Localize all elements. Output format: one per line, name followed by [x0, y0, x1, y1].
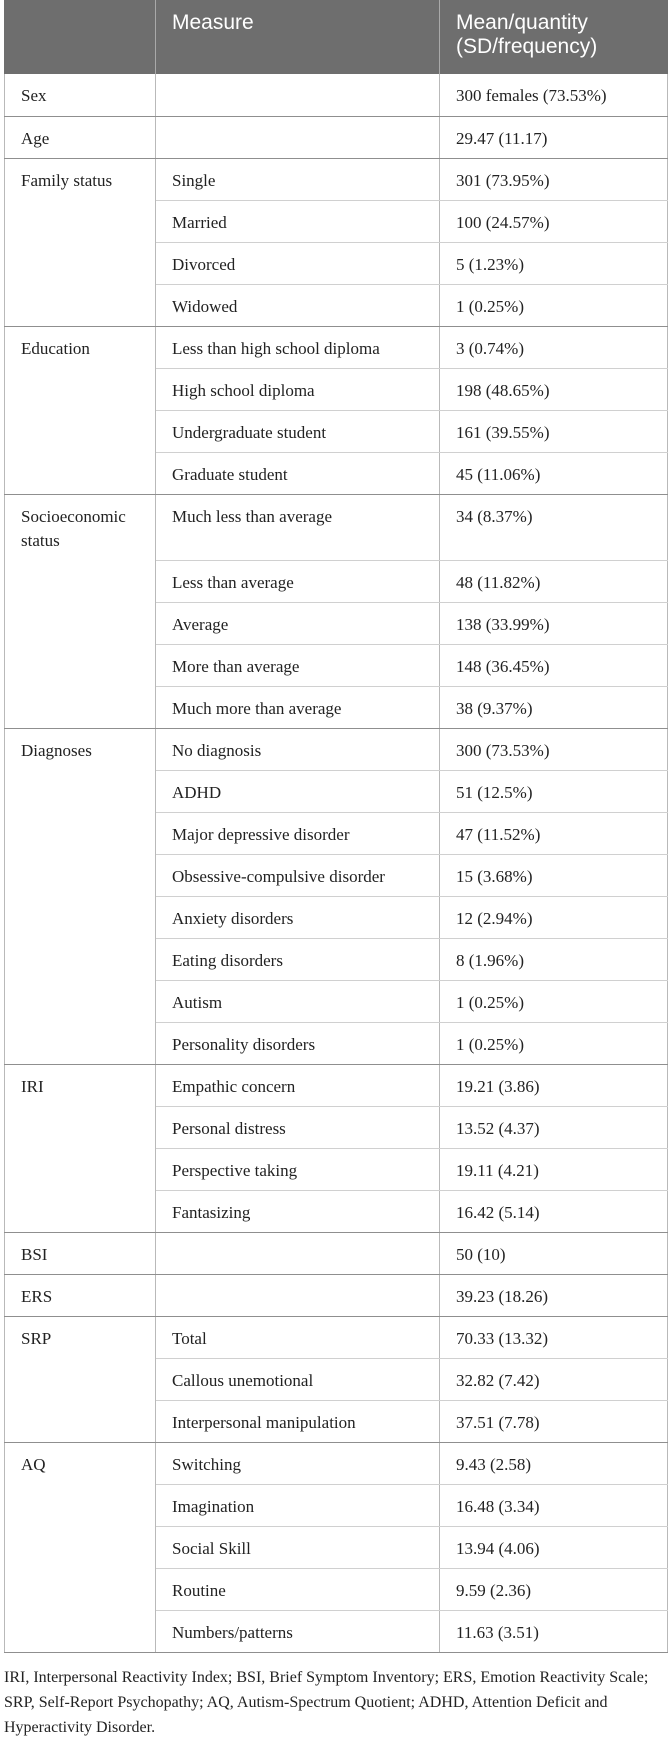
measure-cell: Autism: [156, 980, 440, 1022]
value-cell: 1 (0.25%): [440, 284, 668, 326]
measure-cell: Anxiety disorders: [156, 896, 440, 938]
group-label: Family status: [5, 158, 156, 326]
measure-cell: Routine: [156, 1568, 440, 1610]
measure-cell: Single: [156, 158, 440, 200]
value-cell: 161 (39.55%): [440, 410, 668, 452]
measure-cell: [156, 74, 440, 116]
descriptive-statistics-table: [4, 0, 668, 1653]
measure-cell: Obsessive-compulsive disorder: [156, 854, 440, 896]
value-cell: 50 (10): [440, 1232, 668, 1274]
value-cell: 11.63 (3.51): [440, 1610, 668, 1652]
table-row: [5, 116, 668, 158]
measure-cell: Graduate student: [156, 452, 440, 494]
measure-cell: ADHD: [156, 770, 440, 812]
value-cell: 198 (48.65%): [440, 368, 668, 410]
value-cell: 19.11 (4.21): [440, 1148, 668, 1190]
value-cell: 15 (3.68%): [440, 854, 668, 896]
value-cell: 3 (0.74%): [440, 326, 668, 368]
measure-cell: Personality disorders: [156, 1022, 440, 1064]
value-cell: 34 (8.37%): [440, 494, 668, 560]
measure-cell: Married: [156, 200, 440, 242]
measure-cell: Callous unemotional: [156, 1358, 440, 1400]
measure-cell: Divorced: [156, 242, 440, 284]
table-row: [5, 728, 668, 770]
measure-cell: Numbers/patterns: [156, 1610, 440, 1652]
measure-cell: Less than average: [156, 560, 440, 602]
group-label: Education: [5, 326, 156, 494]
value-cell: 12 (2.94%): [440, 896, 668, 938]
measure-cell: [156, 1274, 440, 1316]
header-row: [5, 0, 668, 74]
table-row: [5, 494, 668, 560]
value-cell: 29.47 (11.17): [440, 116, 668, 158]
group-label: AQ: [5, 1442, 156, 1652]
value-cell: 51 (12.5%): [440, 770, 668, 812]
measure-cell: Perspective taking: [156, 1148, 440, 1190]
measure-cell: Total: [156, 1316, 440, 1358]
value-cell: 37.51 (7.78): [440, 1400, 668, 1442]
value-cell: 301 (73.95%): [440, 158, 668, 200]
measure-cell: Eating disorders: [156, 938, 440, 980]
group-label: ERS: [5, 1274, 156, 1316]
measure-cell: More than average: [156, 644, 440, 686]
value-cell: 16.42 (5.14): [440, 1190, 668, 1232]
measure-cell: Personal distress: [156, 1106, 440, 1148]
group-label: SRP: [5, 1316, 156, 1442]
group-label: IRI: [5, 1064, 156, 1232]
group-label: BSI: [5, 1232, 156, 1274]
value-cell: 70.33 (13.32): [440, 1316, 668, 1358]
measure-cell: Social Skill: [156, 1526, 440, 1568]
value-cell: 300 (73.53%): [440, 728, 668, 770]
measure-cell: Less than high school diploma: [156, 326, 440, 368]
measure-cell: Much more than average: [156, 686, 440, 728]
value-cell: 16.48 (3.34): [440, 1484, 668, 1526]
value-cell: 13.94 (4.06): [440, 1526, 668, 1568]
group-label: Sex: [5, 74, 156, 116]
value-cell: 19.21 (3.86): [440, 1064, 668, 1106]
measure-cell: Widowed: [156, 284, 440, 326]
group-label: Age: [5, 116, 156, 158]
value-cell: 9.59 (2.36): [440, 1568, 668, 1610]
group-label: Diagnoses: [5, 728, 156, 1064]
measure-cell: No diagnosis: [156, 728, 440, 770]
value-cell: 8 (1.96%): [440, 938, 668, 980]
table-row: [5, 1316, 668, 1358]
value-cell: 13.52 (4.37): [440, 1106, 668, 1148]
measure-cell: Empathic concern: [156, 1064, 440, 1106]
measure-cell: [156, 116, 440, 158]
measure-cell: Undergraduate student: [156, 410, 440, 452]
value-cell: 9.43 (2.58): [440, 1442, 668, 1484]
value-cell: 45 (11.06%): [440, 452, 668, 494]
value-cell: 39.23 (18.26): [440, 1274, 668, 1316]
value-cell: 38 (9.37%): [440, 686, 668, 728]
header-mean-quantity-line1: Mean/quantity: [456, 11, 588, 34]
table-body: [5, 74, 668, 1652]
value-cell: 5 (1.23%): [440, 242, 668, 284]
value-cell: 300 females (73.53%): [440, 74, 668, 116]
table-row: [5, 326, 668, 368]
table-row: [5, 74, 668, 116]
measure-cell: Imagination: [156, 1484, 440, 1526]
value-cell: 148 (36.45%): [440, 644, 668, 686]
header-measure: Measure: [156, 0, 440, 74]
measure-cell: Fantasizing: [156, 1190, 440, 1232]
value-cell: 100 (24.57%): [440, 200, 668, 242]
measure-cell: Switching: [156, 1442, 440, 1484]
measure-cell: [156, 1232, 440, 1274]
header-mean-quantity-line2: (SD/frequency): [456, 35, 598, 58]
measure-cell: Interpersonal manipulation: [156, 1400, 440, 1442]
value-cell: 47 (11.52%): [440, 812, 668, 854]
table-row: [5, 1442, 668, 1484]
value-cell: 48 (11.82%): [440, 560, 668, 602]
table-footnote: IRI, Interpersonal Reactivity Index; BSI, Brief Symptom Inventory; ERS, Emotion Reactivity Scale; SRP, Self-Report Psychopathy; AQ, Autism-Spectrum Quotient; ADHD, Attention Deficit and Hyperactivity Disorder.: [4, 1668, 649, 1736]
table-row: [5, 1274, 668, 1316]
table-row: [5, 1064, 668, 1106]
measure-cell: Average: [156, 602, 440, 644]
measure-cell: High school diploma: [156, 368, 440, 410]
table-row: [5, 1232, 668, 1274]
header-mean-quantity: [440, 0, 668, 74]
value-cell: 138 (33.99%): [440, 602, 668, 644]
measure-cell: Major depressive disorder: [156, 812, 440, 854]
value-cell: 32.82 (7.42): [440, 1358, 668, 1400]
value-cell: 1 (0.25%): [440, 980, 668, 1022]
measure-cell: Much less than average: [156, 494, 440, 560]
value-cell: 1 (0.25%): [440, 1022, 668, 1064]
table-row: [5, 158, 668, 200]
group-label: Socioeconomic status: [5, 494, 156, 728]
header-category: [5, 0, 156, 74]
table-header: [5, 0, 668, 74]
